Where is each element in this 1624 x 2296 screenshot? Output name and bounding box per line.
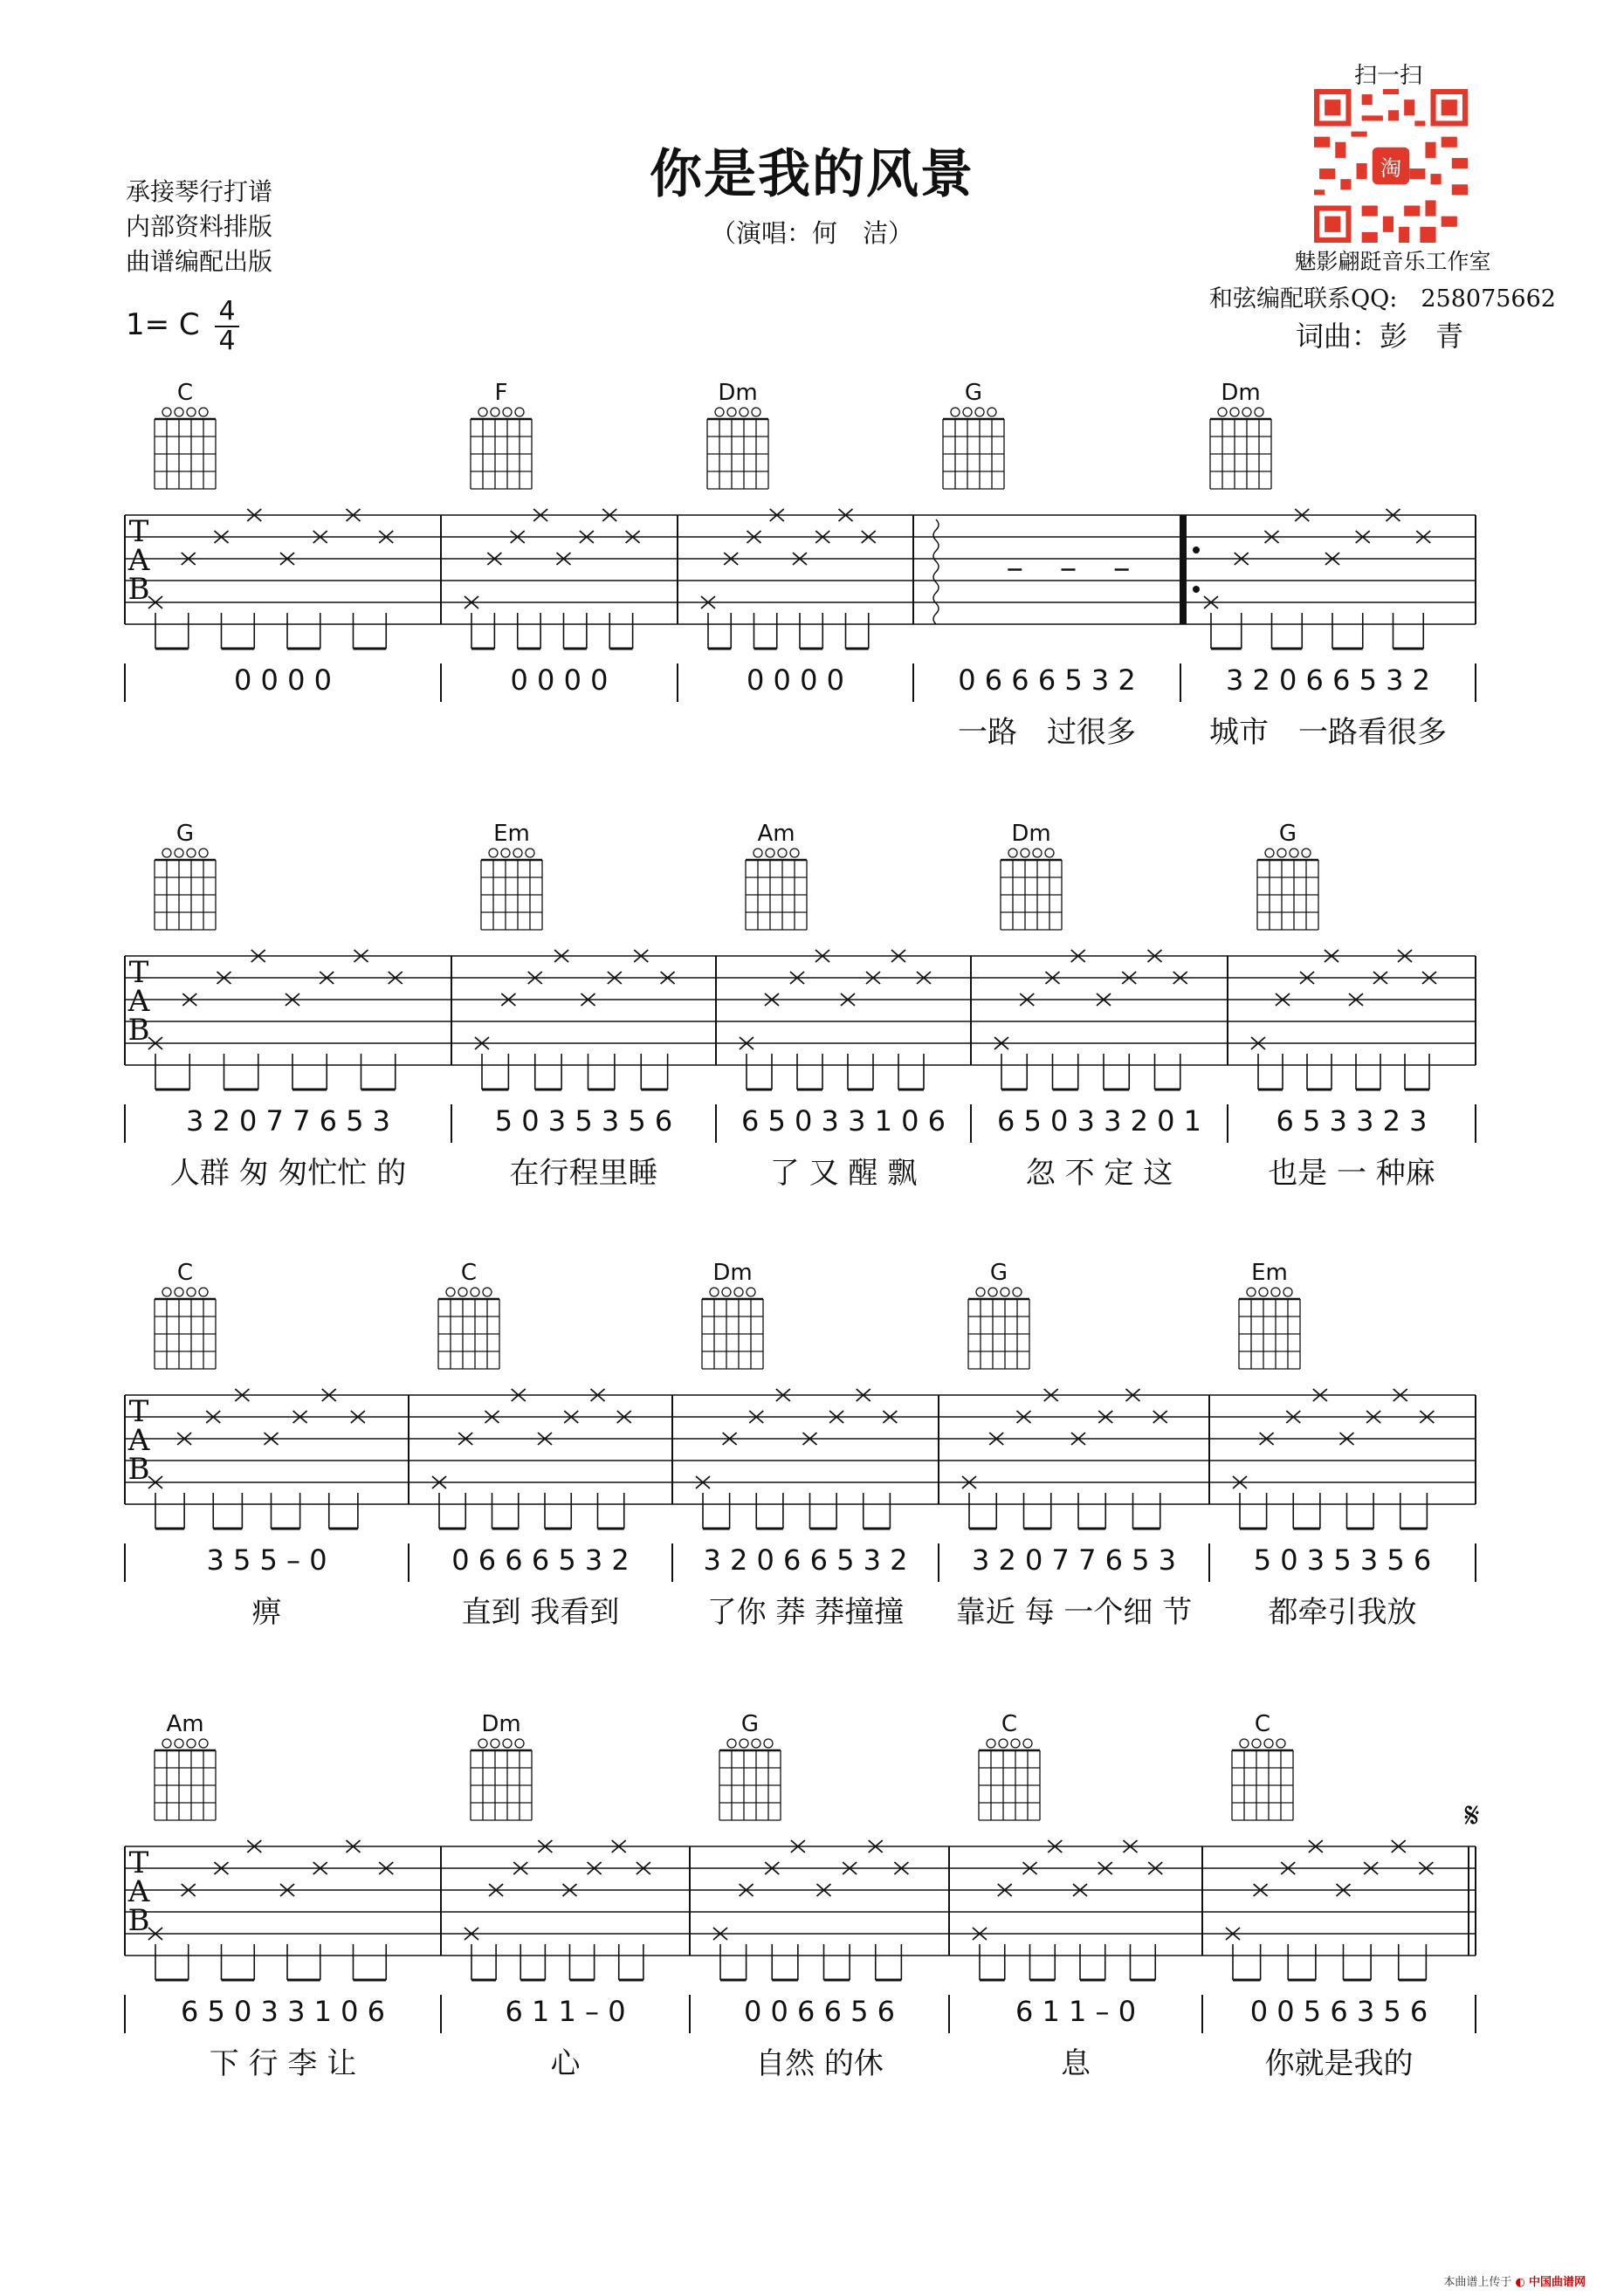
jianpu-notation: 6 5 0 3 3 1 0 6 [180, 1995, 386, 2028]
jianpu-notation: 3 2 0 6 6 5 3 2 [703, 1543, 908, 1577]
chord-name: G [175, 821, 195, 847]
open-string-mark [1008, 849, 1017, 857]
open-string-mark [471, 1288, 479, 1296]
open-string-mark [1265, 849, 1274, 857]
chord-name: Em [493, 821, 530, 847]
open-string-mark [722, 1288, 731, 1296]
open-string-mark [199, 408, 208, 416]
jianpu-notation: 0 0 0 0 [747, 663, 844, 697]
open-string-mark [491, 1739, 499, 1748]
chord-diagram [481, 821, 542, 930]
chord-diagram [702, 1260, 763, 1369]
tab-clef-letter: B [127, 1013, 150, 1048]
tab-clef-letter: A [127, 1874, 150, 1909]
chord-name: Dm [712, 1260, 753, 1286]
lyric-text: 下 行 李 让 [209, 2046, 357, 2081]
chord-name: C [176, 1260, 194, 1286]
chord-diagram [979, 1711, 1040, 1820]
svg-text:淘: 淘 [1380, 155, 1402, 181]
open-string-mark [478, 408, 487, 416]
open-string-mark [162, 1739, 171, 1748]
jianpu-notation: 0 6 6 6 5 3 2 [451, 1543, 630, 1577]
time-signature-top: 4 [218, 296, 236, 327]
chord-name: G [740, 1711, 760, 1737]
repeat-dot [1193, 547, 1200, 553]
open-string-mark [764, 1739, 773, 1748]
open-string-mark [175, 1739, 183, 1748]
open-string-mark [513, 849, 522, 857]
score-system [125, 1711, 1480, 2081]
chord-name: C [1254, 1711, 1271, 1737]
studio-name: 魅影翩跹音乐工作室 [1294, 249, 1491, 274]
open-string-mark [710, 1288, 719, 1296]
open-string-mark [489, 849, 498, 857]
jianpu-notation: 6 5 0 3 3 1 0 6 [740, 1104, 946, 1138]
publisher-note: 承接琴行打谱 [126, 177, 273, 206]
jianpu-notation: 3 5 5 – 0 [206, 1543, 327, 1577]
jianpu-notation: 3 2 0 6 6 5 3 2 [1225, 663, 1431, 697]
open-string-mark [175, 1288, 183, 1296]
chord-diagram [1257, 821, 1318, 930]
chord-name: Dm [1011, 821, 1051, 847]
open-string-mark [187, 849, 196, 857]
arpeggio-mark [933, 519, 939, 624]
chord-diagram [1210, 380, 1271, 489]
open-string-mark [1255, 408, 1263, 416]
chord-diagram [1232, 1711, 1293, 1820]
chord-name: Am [166, 1711, 204, 1737]
open-string-mark [740, 408, 748, 416]
open-string-mark [727, 1739, 736, 1748]
score-system [125, 380, 1476, 750]
jianpu-notation: 6 1 1 – 0 [505, 1995, 626, 2028]
open-string-mark [199, 1739, 208, 1748]
jianpu-notation: 0 0 0 0 [510, 663, 609, 697]
open-string-mark [1001, 1288, 1009, 1296]
open-string-mark [1247, 1288, 1256, 1296]
open-string-mark [199, 849, 208, 857]
open-string-mark [503, 1739, 512, 1748]
chord-diagram [155, 1711, 216, 1820]
open-string-mark [503, 408, 512, 416]
chord-diagram [707, 380, 768, 489]
jianpu-notation: 3 2 0 7 7 6 5 3 [185, 1104, 391, 1138]
score-system [125, 1260, 1476, 1630]
open-string-mark [1252, 1739, 1261, 1748]
open-string-mark [1045, 849, 1054, 857]
repeat-barline [1180, 515, 1187, 624]
chord-diagram [155, 821, 216, 930]
open-string-mark [727, 408, 736, 416]
footer-note [1443, 2272, 1586, 2289]
tab-clef-letter: B [127, 572, 150, 607]
jianpu-notation: 5 0 3 5 3 5 6 [494, 1104, 673, 1138]
tab-clef-letter: T [128, 1394, 149, 1429]
open-string-mark [1013, 1288, 1022, 1296]
chord-name: Em [1251, 1260, 1288, 1286]
open-string-mark [752, 408, 760, 416]
key-signature: 1= C [126, 307, 200, 342]
open-string-mark [747, 1288, 755, 1296]
lyric-text: 靠近 每 一个细 节 [955, 1595, 1193, 1630]
open-string-mark [999, 1739, 1008, 1748]
tab-clef-letter: A [127, 984, 150, 1019]
open-string-mark [951, 408, 960, 416]
open-string-mark [1023, 1739, 1032, 1748]
open-string-mark [1021, 849, 1029, 857]
lyric-text: 心 [550, 2046, 581, 2081]
tab-clef-letter: B [127, 1903, 150, 1938]
open-string-mark [187, 1739, 196, 1748]
open-string-mark [446, 1288, 455, 1296]
chord-diagram [1001, 821, 1062, 930]
open-string-mark [734, 1288, 743, 1296]
open-string-mark [752, 1739, 760, 1748]
open-string-mark [162, 1288, 171, 1296]
open-string-mark [1033, 849, 1042, 857]
chord-diagram [471, 380, 532, 489]
publisher-note: 曲谱编配出版 [126, 247, 273, 276]
open-string-mark [1218, 408, 1227, 416]
chord-diagram [968, 1260, 1029, 1369]
lyric-text: 息 [1061, 2046, 1091, 2081]
open-string-mark [1276, 1739, 1285, 1748]
chord-name: Am [757, 821, 795, 847]
chord-name: C [1001, 1711, 1018, 1737]
jianpu-notation: 6 1 1 – 0 [1015, 1995, 1137, 2028]
open-string-mark [987, 1739, 995, 1748]
chord-diagram [1239, 1260, 1300, 1369]
open-string-mark [715, 408, 724, 416]
open-string-mark [1277, 849, 1286, 857]
score-system [125, 821, 1476, 1191]
chord-diagram [155, 1260, 216, 1369]
jianpu-notation: 0 0 5 6 3 5 6 [1249, 1995, 1428, 2028]
jianpu-notation: 3 2 0 7 7 6 5 3 [971, 1543, 1177, 1577]
tab-clef-letter: T [128, 955, 149, 990]
chord-name: G [989, 1260, 1008, 1286]
open-string-mark [478, 1739, 487, 1748]
jianpu-notation: 6 5 3 3 2 3 [1276, 1104, 1428, 1138]
jianpu-notation: 0 6 6 6 5 3 2 [958, 663, 1136, 697]
open-string-mark [515, 1739, 524, 1748]
song-title: 你是我的风景 [650, 144, 974, 205]
chord-diagram [438, 1260, 499, 1369]
open-string-mark [515, 408, 524, 416]
lyric-text: 城市 一路看很多 [1209, 715, 1447, 750]
contact-qq: 和弦编配联系QQ: 258075662 [1209, 285, 1556, 313]
chord-name: G [964, 380, 983, 406]
chord-name: Dm [1221, 380, 1261, 406]
open-string-mark [187, 1288, 196, 1296]
open-string-mark [740, 1739, 748, 1748]
lyric-text: 直到 我看到 [461, 1595, 620, 1630]
open-string-mark [975, 408, 984, 416]
open-string-mark [491, 408, 499, 416]
lyric-text: 都牵引我放 [1268, 1595, 1417, 1630]
footer-site[interactable]: 中国曲谱网 [1528, 2276, 1586, 2289]
chord-name: F [494, 380, 508, 406]
lyric-text: 你就是我的 [1264, 2046, 1414, 2081]
lyric-text: 忽 不 定 这 [1025, 1156, 1173, 1191]
footer-logo-icon: ◐ [1515, 2276, 1525, 2289]
open-string-mark [1264, 1739, 1273, 1748]
open-string-mark [501, 849, 510, 857]
open-string-mark [483, 1288, 492, 1296]
footer-text: 本曲谱上传于 [1443, 2276, 1512, 2289]
jianpu-notation: 0 0 0 0 [234, 663, 332, 697]
chord-diagram [746, 821, 807, 930]
time-signature-bottom: 4 [218, 326, 236, 356]
qr-label: 扫一扫 [1353, 63, 1422, 89]
lyric-text: 了你 莽 莽撞撞 [706, 1595, 905, 1630]
open-string-mark [754, 849, 762, 857]
open-string-mark [976, 1288, 985, 1296]
jianpu-notation: 6 5 0 3 3 2 0 1 [996, 1104, 1202, 1138]
composer-credits: 词曲：彭 青 [1296, 320, 1464, 353]
chord-diagram [471, 1711, 532, 1820]
tab-clef-letter: A [127, 1423, 150, 1458]
open-string-mark [175, 849, 183, 857]
open-string-mark [187, 408, 196, 416]
chord-diagram [719, 1711, 781, 1820]
chord-name: C [460, 1260, 478, 1286]
repeat-dot [1193, 586, 1200, 593]
open-string-mark [162, 849, 171, 857]
chord-name: C [176, 380, 194, 406]
lyric-text: 自然 的休 [755, 2046, 884, 2081]
tab-clef-letter: B [127, 1452, 150, 1487]
tab-clef-letter: T [128, 1846, 149, 1880]
lyric-text: 了 又 醒 飘 [769, 1156, 918, 1191]
open-string-mark [790, 849, 799, 857]
chord-diagram [155, 380, 216, 489]
open-string-mark [1011, 1739, 1020, 1748]
open-string-mark [988, 1288, 997, 1296]
chord-name: G [1278, 821, 1297, 847]
jianpu-notation: 5 0 3 5 3 5 6 [1253, 1543, 1432, 1577]
open-string-mark [987, 408, 996, 416]
open-string-mark [1230, 408, 1239, 416]
open-string-mark [1283, 1288, 1292, 1296]
open-string-mark [963, 408, 972, 416]
open-string-mark [1302, 849, 1311, 857]
chord-name: Dm [718, 380, 758, 406]
lyric-text: 也是 一 种麻 [1268, 1156, 1435, 1191]
open-string-mark [778, 849, 787, 857]
chord-diagram [943, 380, 1004, 489]
lyric-text: 在行程里睡 [509, 1156, 658, 1191]
segno-icon: 𝄋 [1464, 1796, 1480, 1836]
open-string-mark [1242, 408, 1251, 416]
chord-name: Dm [481, 1711, 521, 1737]
lyric-text: 一路 过很多 [958, 715, 1136, 750]
jianpu-notation: 0 0 6 6 5 6 [743, 1995, 896, 2028]
lyric-text: 痹 [251, 1595, 282, 1630]
open-string-mark [1271, 1288, 1280, 1296]
open-string-mark [458, 1288, 467, 1296]
open-string-mark [199, 1288, 208, 1296]
tab-clef-letter: A [127, 543, 150, 578]
open-string-mark [175, 408, 183, 416]
open-string-mark [162, 408, 171, 416]
open-string-mark [1259, 1288, 1268, 1296]
tab-clef-letter: T [128, 514, 149, 549]
open-string-mark [766, 849, 774, 857]
open-string-mark [526, 849, 534, 857]
open-string-mark [1290, 849, 1298, 857]
lyric-text: 人群 匆 匆忙忙 的 [169, 1156, 407, 1191]
open-string-mark [1240, 1739, 1249, 1748]
publisher-note: 内部资料排版 [126, 212, 273, 241]
singer-line: （演唱：何 洁） [710, 218, 913, 248]
